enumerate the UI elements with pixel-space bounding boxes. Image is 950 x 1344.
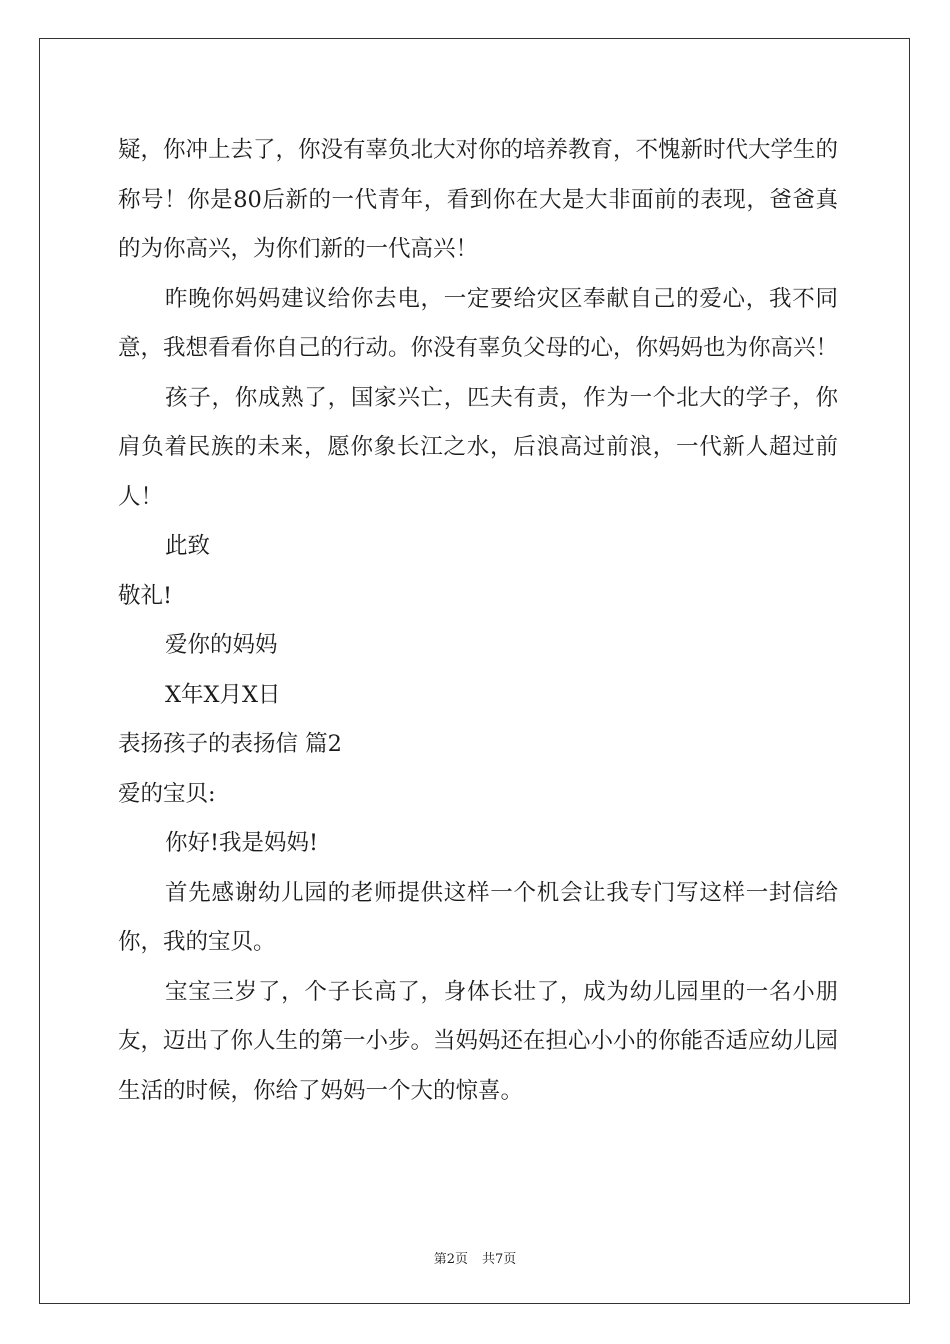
paragraph-hello: 你好!我是妈妈! <box>165 830 319 856</box>
paragraph-3: 孩子，你成熟了，国家兴亡，匹夫有责，作为一个北大的学子，你肩负着民族的未来，愿你象长江之水，后浪高过前浪，一代新人超过前人！ <box>118 384 838 510</box>
document-body <box>118 126 838 1116</box>
paragraph-thanks: 首先感谢幼儿园的老师提供这样一个机会让我专门写这样一封信给你，我的宝贝。 <box>118 879 838 955</box>
section-heading: 表扬孩子的表扬信 篇2 <box>118 731 342 757</box>
date-line: X年X月X日 <box>165 681 281 708</box>
page-total: 共7页 <box>482 1252 517 1267</box>
paragraph-2: 昨晚你妈妈建议给你去电，一定要给灾区奉献自己的爱心，我不同意，我想看看你自己的行动。你没有辜负父母的心，你妈妈也为你高兴！ <box>118 285 839 361</box>
closing-salutation: 此致 <box>165 533 211 559</box>
page-footer <box>0 1248 950 1267</box>
paragraph-growth: 宝宝三岁了，个子长高了，身体长壮了，成为幼儿园里的一名小朋友，迈出了你人生的第一小步。当妈妈还在担心小小的你能否适应幼儿园生活的时候，你给了妈妈一个大的惊喜。 <box>118 978 839 1104</box>
paragraph-1: 疑，你冲上去了，你没有辜负北大对你的培养教育，不愧新时代大学生的称号！你是80后新的一代青年，看到你在大是大非面前的表现，爸爸真的为你高兴，为你们新的一代高兴！ <box>118 137 839 262</box>
greeting: 爱的宝贝: <box>118 780 216 807</box>
signature: 爱你的妈妈 <box>165 632 278 658</box>
closing-respect: 敬礼! <box>118 582 173 609</box>
page-number: 第2页 <box>433 1252 468 1267</box>
